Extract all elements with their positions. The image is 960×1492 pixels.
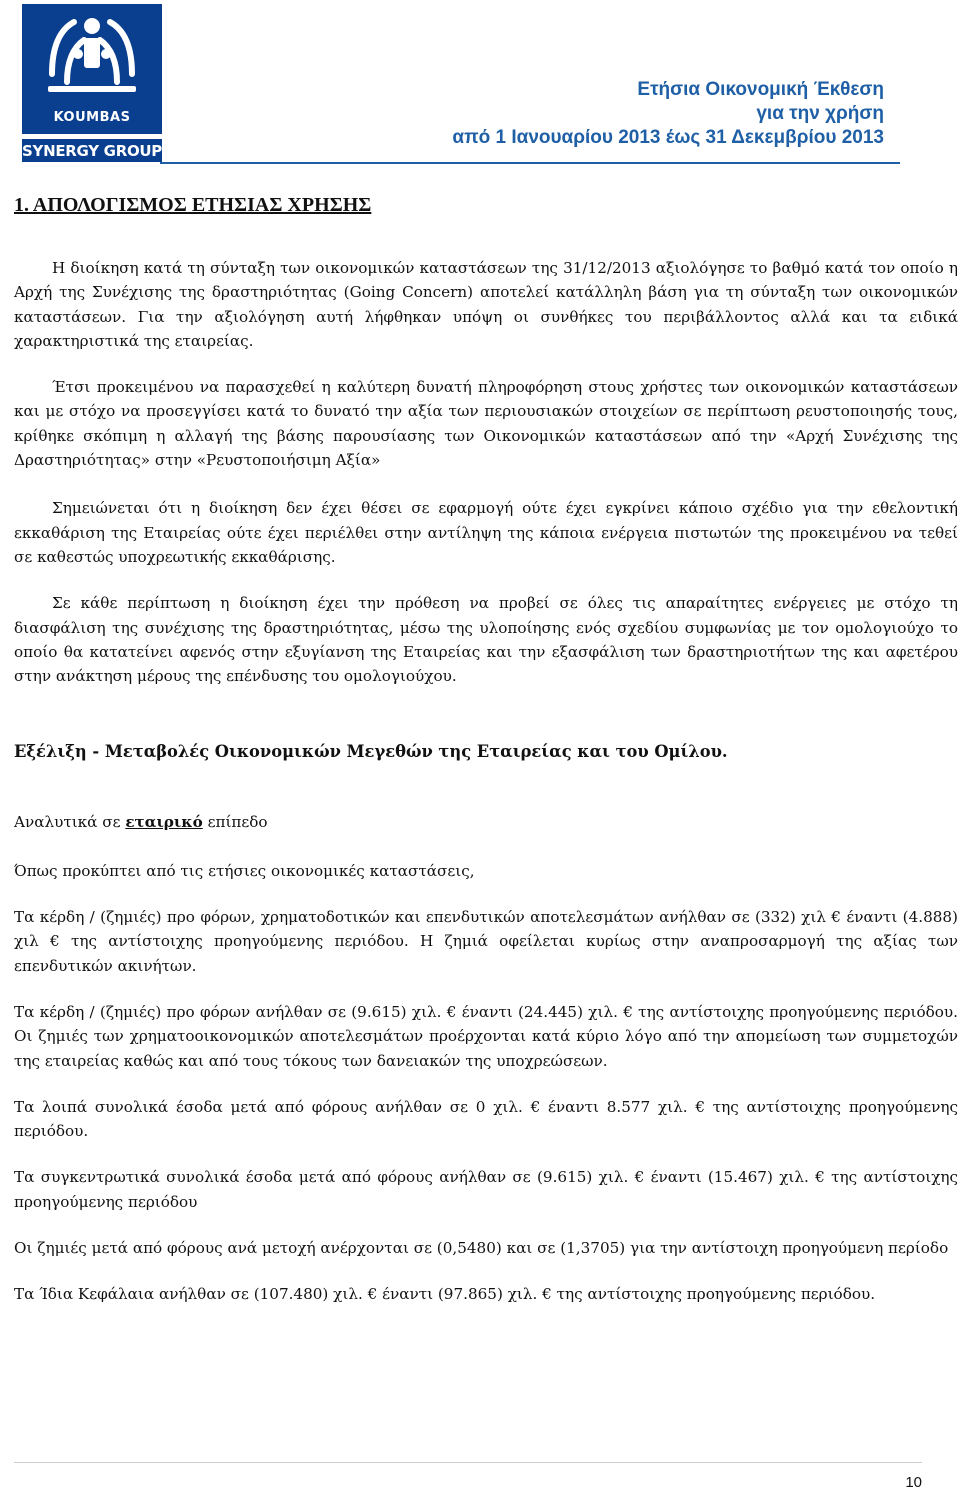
results-total-income: Τα συγκεντρωτικά συνολικά έσοδα μετά από φόρους ανήλθαν σε (9.615) χιλ. € έναντι (15.467) χιλ. € της αντίστοιχης προηγούμενης περιόδου [14,1168,958,1211]
results-pretax: Τα κέρδη / (ζημιές) προ φόρων ανήλθαν σε (9.615) χιλ. € έναντι (24.445) χιλ. € της αντίστοιχης προηγούμενης περιόδου. Οι ζημιές των χρηματοοικονομικών αποτελεσμάτων προέρχονται κατά κύριο λόγο από την απομείωση των συμμετοχών της εταιρείας καθώς και από τους τόκους των δανειακών της υποχρεώσεων. [14,1002,958,1070]
header-title: Ετήσια Οικονομική Έκθεση [637,79,884,100]
paragraph-management-intent: Σε κάθε περίπτωση η διοίκηση έχει την πρόθεση να προβεί σε όλες τις απαραίτητες ενέργειες με στόχο τη διασφάλιση της συνέχισης της δραστηριότητας, μέσω της υλοποίησης ενός σχεδίου συμφωνίας με τον ομολογιούχο το οποίο θα κατατείνει αφενός στην εξυγίανση της Εταιρείας και την εξασφάλιση των δραστηριοτήτων της και αφετέρου στην ανάκτηση μέρους της επένδυσης του ομολογιούχου. [14,594,958,686]
logo-emblem-icon [22,4,162,114]
results-equity: Τα Ίδια Κεφάλαια ανήλθαν σε (107.480) χιλ. € έναντι (97.865) χιλ. € της αντίστοιχης προηγούμενης περιόδου. [14,1285,876,1304]
level-suffix: επίπεδο [202,813,268,832]
heading-financial-evolution: Εξέλιξη - Μεταβολές Οικονομικών Μεγεθών της Εταιρείας και του Ομίλου. [14,742,728,762]
page-number: 10 [905,1474,922,1491]
results-ebit: Τα κέρδη / (ζημιές) προ φόρων, χρηματοδοτικών και επενδυτικών αποτελεσμάτων ανήλθαν σε (332) χιλ € έναντι (4.888) χιλ € της αντίστοιχης προηγούμενης περιόδου. Η ζημιά οφείλεται κυρίως στην αναπροσαρμογή της αξίας των επενδυτικών ακινήτων. [14,908,958,975]
level-prefix: Αναλυτικά σε [14,813,126,832]
section-title: 1. ΑΠΟΛΟΓΙΣΜΟΣ ΕΤΗΣΙΑΣ ΧΡΗΣΗΣ [14,194,372,216]
results-other-income: Τα λοιπά συνολικά έσοδα μετά από φόρους ανήλθαν σε 0 χιλ. € έναντι 8.577 χιλ. € της αντίστοιχης προηγούμενης περιόδου. [14,1097,958,1141]
logo-divider [22,134,162,139]
results-eps: Οι ζημιές μετά από φόρους ανά μετοχή ανέρχονται σε (0,5480) και σε (1,3705) για την αντίστοιχη προηγούμενη περίοδο [14,1239,949,1258]
header-divider [160,162,900,164]
results-intro: Όπως προκύπτει από τις ετήσιες οικονομικές καταστάσεις, [14,861,475,880]
level-line [14,810,958,834]
logo-brand-koumbas: KOUMBAS [53,110,131,125]
logo-brand-synergy: SYNERGY GROUP [22,142,162,160]
level-emphasis: εταιρικό [125,813,203,832]
report-header [452,78,884,150]
paragraph-liquidation-note: Σημειώνεται ότι η διοίκηση δεν έχει θέσει σε εφαρμογή ούτε έχει εγκρίνει κάποιο σχέδιο για την εθελοντική εκκαθάριση της Εταιρείας ούτε έχει περιέλθει στην αντίληψη της κάποια ενέργεια πιστωτών της προκειμένου να τεθεί σε καθεστώς υποχρεωτικής εκκαθάρισης. [14,499,958,566]
header-period: από 1 Ιανουαρίου 2013 έως 31 Δεκεμβρίου 2013 [452,127,884,148]
footer-divider [14,1462,922,1463]
document-body [14,256,958,1307]
company-logo [22,4,162,162]
paragraph-basis-change: Έτσι προκειμένου να παρασχεθεί η καλύτερη δυνατή πληροφόρηση στους χρήστες των οικονομικών καταστάσεων και με στόχο να προσεγγίσει κατά το δυνατό την αξία των περιουσιακών στοιχείων σε περίπτωση ρευστοποιησής τους, κρίθηκε σκόπιμη η αλλαγή της βάσης παρουσίασης των Οικονομικών καταστάσεων από την «Αρχή Συνέχισης της Δραστηριότητας» στην «Ρευστοποιήσιμη Αξία» [14,378,958,470]
paragraph-going-concern: Η διοίκηση κατά τη σύνταξη των οικονομικών καταστάσεων της 31/12/2013 αξιολόγησε το βαθμό κατά τον οποίο η Αρχή της Συνέχισης της δραστηριότητας (Going Concern) αποτελεί κατάλληλη βάση για τη σύνταξη των οικονομικών καταστάσεων. Για την αξιολόγηση αυτή λήφθηκαν υπόψη οι συνθήκες του περιβάλλοντος αλλά και τα ειδικά χαρακτηριστικά της εταιρείας. [14,259,958,350]
header-subtitle: για την χρήση [756,103,884,124]
